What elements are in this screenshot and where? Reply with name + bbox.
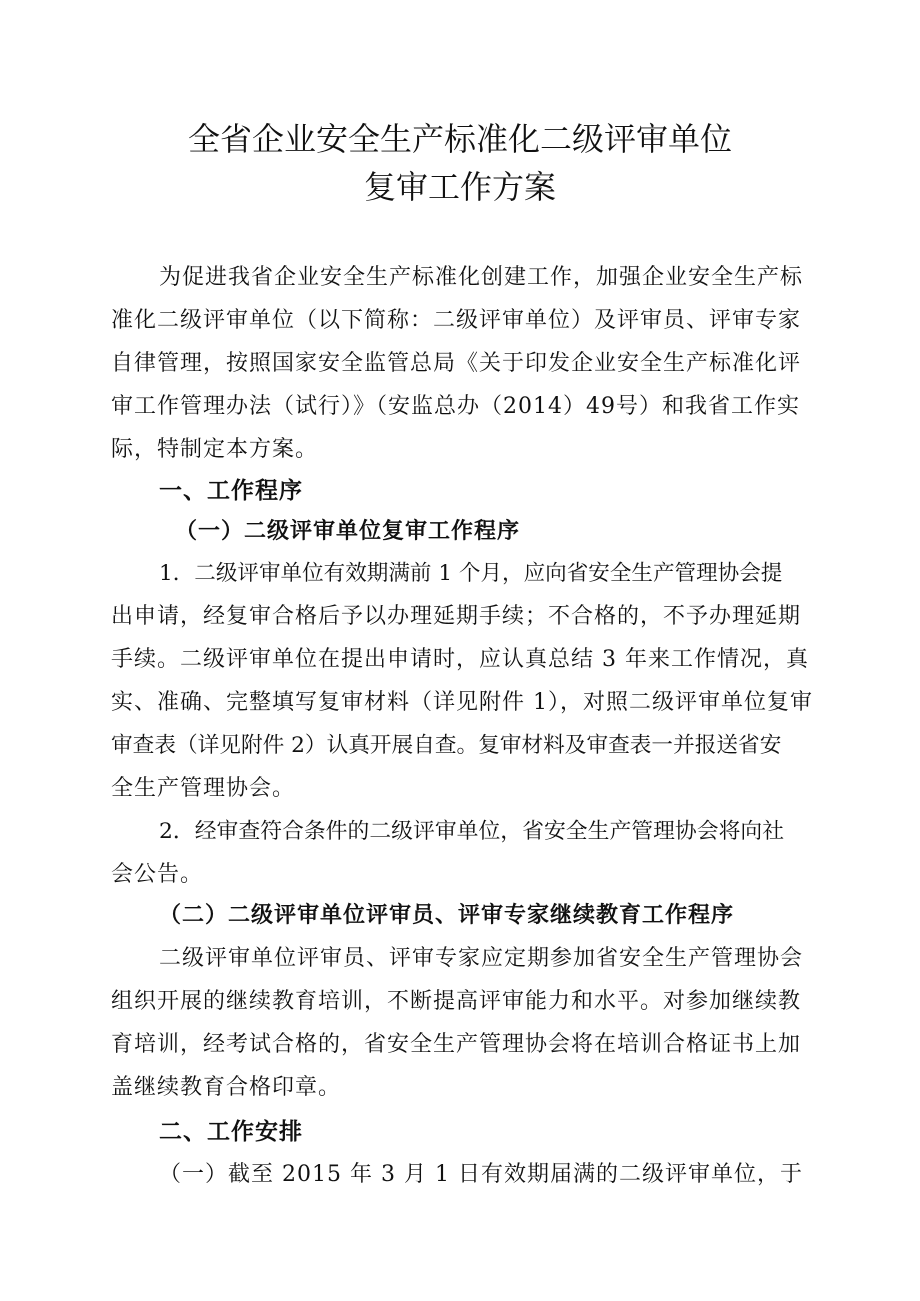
item1-line: 出申请，经复审合格后予以办理延期手续；不合格的，不予办理延期	[111, 604, 802, 629]
intro-line: 审工作管理办法（试行）》（安监总办（2014）49号）和我省工作实	[111, 394, 800, 419]
document-title-line-1: 全省企业安全生产标准化二级评审单位	[187, 120, 732, 158]
subsection-heading-review-procedure: （一）二级评审单位复审工作程序	[175, 518, 521, 544]
item1-line: 审查表（详见附件 2）认真开展自查。复审材料及审查表一并报送省安	[111, 733, 782, 758]
item2-line: 会公告。	[111, 862, 204, 887]
continuing-education-line: 二级评审单位评审员、评审专家应定期参加省安全生产管理协会	[159, 946, 804, 971]
item1-line: 实、准确、完整填写复审材料（详见附件 1），对照二级评审单位复审	[111, 690, 813, 715]
item1-line: 手续。二级评审单位在提出申请时，应认真总结 3 年来工作情况，真	[111, 647, 809, 672]
continuing-education-line: 育培训，经考试合格的，省安全生产管理协会将在培训合格证书上加	[111, 1032, 802, 1057]
document-title-line-2: 复审工作方案	[363, 168, 556, 206]
continuing-education-line: 盖继续教育合格印章。	[111, 1075, 342, 1100]
intro-line: 为促进我省企业安全生产标准化创建工作，加强企业安全生产标	[159, 265, 804, 290]
intro-line: 准化二级评审单位（以下简称：二级评审单位）及评审员、评审专家	[111, 308, 802, 333]
section-heading-work-arrangement: 二、工作安排	[159, 1119, 303, 1145]
item1-line: 1．二级评审单位有效期满前 1 个月，应向省安全生产管理协会提	[159, 561, 783, 586]
subsection-heading-continuing-education: （二）二级评审单位评审员、评审专家继续教育工作程序	[159, 902, 735, 928]
intro-line: 际，特制定本方案。	[111, 437, 319, 462]
section-heading-work-procedure: 一、工作程序	[159, 478, 303, 504]
item2-line: 2．经审查符合条件的二级评审单位，省安全生产管理协会将向社	[159, 819, 785, 844]
item1-line: 全生产管理协会。	[111, 776, 296, 801]
intro-line: 自律管理，按照国家安全监管总局《关于印发企业安全生产标准化评	[111, 351, 802, 376]
arrangement-line: （一）截至 2015 年 3 月 1 日有效期届满的二级评审单位，于	[159, 1162, 803, 1187]
continuing-education-line: 组织开展的继续教育培训，不断提高评审能力和水平。对参加继续教	[111, 989, 802, 1014]
